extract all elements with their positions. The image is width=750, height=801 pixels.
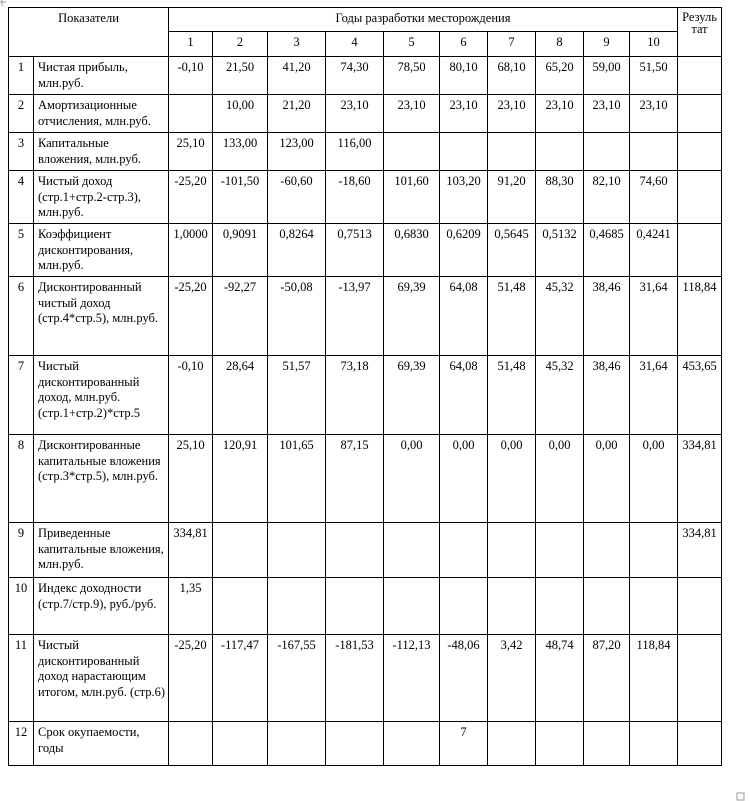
value-cell: 23,10 [536, 95, 584, 133]
header-years: Годы разработки месторождения [169, 8, 678, 32]
value-cell: 23,10 [326, 95, 384, 133]
value-cell [536, 578, 584, 635]
result-cell: 118,84 [678, 277, 722, 356]
value-cell [326, 523, 384, 578]
year-number-cell: 4 [326, 32, 384, 57]
value-cell: 69,39 [384, 356, 440, 435]
value-cell: 0,00 [630, 435, 678, 523]
result-cell [678, 57, 722, 95]
value-cell: 123,00 [268, 133, 326, 171]
year-number-cell: 9 [584, 32, 630, 57]
row-number: 1 [9, 57, 34, 95]
row-number: 6 [9, 277, 34, 356]
row-number: 5 [9, 224, 34, 277]
value-cell [630, 523, 678, 578]
value-cell [488, 523, 536, 578]
value-cell [630, 722, 678, 766]
value-cell: -25,20 [169, 635, 213, 722]
value-cell: 10,00 [213, 95, 268, 133]
value-cell [384, 578, 440, 635]
value-cell [268, 523, 326, 578]
value-cell [536, 722, 584, 766]
value-cell: -0,10 [169, 356, 213, 435]
value-cell [488, 722, 536, 766]
table-row [9, 722, 722, 766]
row-label: Индекс доходности (стр.7/стр.9), руб./руб. [34, 578, 169, 635]
value-cell: 69,39 [384, 277, 440, 356]
year-number-cell: 1 [169, 32, 213, 57]
value-cell: 101,60 [384, 171, 440, 224]
year-number-cell: 7 [488, 32, 536, 57]
value-cell: 51,48 [488, 277, 536, 356]
row-label: Приведенные капитальные вложения, млн.руб. [34, 523, 169, 578]
value-cell: 0,6830 [384, 224, 440, 277]
value-cell: 45,32 [536, 277, 584, 356]
result-cell [678, 95, 722, 133]
value-cell: 0,00 [384, 435, 440, 523]
value-cell: 0,5645 [488, 224, 536, 277]
value-cell: 25,10 [169, 133, 213, 171]
value-cell [440, 133, 488, 171]
value-cell: 65,20 [536, 57, 584, 95]
header-result [678, 8, 722, 57]
value-cell: 1,0000 [169, 224, 213, 277]
value-cell [584, 722, 630, 766]
value-cell: 31,64 [630, 277, 678, 356]
value-cell [268, 722, 326, 766]
value-cell: 80,10 [440, 57, 488, 95]
value-cell: 78,50 [384, 57, 440, 95]
year-number-cell: 5 [384, 32, 440, 57]
value-cell: 0,4241 [630, 224, 678, 277]
result-cell [678, 722, 722, 766]
row-number: 8 [9, 435, 34, 523]
value-cell: 101,65 [268, 435, 326, 523]
value-cell: 31,64 [630, 356, 678, 435]
value-cell: 116,00 [326, 133, 384, 171]
value-cell: 0,00 [488, 435, 536, 523]
table-row [9, 224, 722, 277]
value-cell: 3,42 [488, 635, 536, 722]
row-label: Чистый доход (стр.1+стр.2-стр.3), млн.руб. [34, 171, 169, 224]
table-row [9, 277, 722, 356]
value-cell [536, 133, 584, 171]
result-cell: 334,81 [678, 523, 722, 578]
result-cell [678, 578, 722, 635]
value-cell [384, 133, 440, 171]
value-cell: -101,50 [213, 171, 268, 224]
result-cell [678, 171, 722, 224]
value-cell: 51,57 [268, 356, 326, 435]
value-cell: 88,30 [536, 171, 584, 224]
value-cell [584, 133, 630, 171]
value-cell: -18,60 [326, 171, 384, 224]
value-cell: 133,00 [213, 133, 268, 171]
value-cell: 38,46 [584, 356, 630, 435]
row-label: Амортизационные отчисления, млн.руб. [34, 95, 169, 133]
value-cell: 73,18 [326, 356, 384, 435]
header-indicators: Показатели [9, 8, 169, 57]
row-label: Чистый дисконтированный доход, млн.руб. (стр.1+стр.2)*стр.5 [34, 356, 169, 435]
value-cell: 64,08 [440, 356, 488, 435]
result-cell [678, 635, 722, 722]
value-cell [213, 523, 268, 578]
value-cell: -117,47 [213, 635, 268, 722]
value-cell [584, 523, 630, 578]
value-cell [488, 133, 536, 171]
value-cell: 74,60 [630, 171, 678, 224]
value-cell: 23,10 [384, 95, 440, 133]
row-label: Чистый дисконтированный доход нарастающим итогом, млн.руб. (стр.6) [34, 635, 169, 722]
table-row [9, 95, 722, 133]
value-cell: 87,20 [584, 635, 630, 722]
value-cell [326, 578, 384, 635]
value-cell: 28,64 [213, 356, 268, 435]
year-number-cell: 10 [630, 32, 678, 57]
value-cell: 23,10 [630, 95, 678, 133]
row-number: 3 [9, 133, 34, 171]
value-cell: -60,60 [268, 171, 326, 224]
value-cell: 59,00 [584, 57, 630, 95]
value-cell [384, 722, 440, 766]
row-number: 11 [9, 635, 34, 722]
value-cell: -0,10 [169, 57, 213, 95]
value-cell: -92,27 [213, 277, 268, 356]
table-row [9, 435, 722, 523]
row-label: Дисконтированные капитальные вложения (стр.3*стр.5), млн.руб. [34, 435, 169, 523]
year-number-cell: 3 [268, 32, 326, 57]
value-cell: 45,32 [536, 356, 584, 435]
row-number: 12 [9, 722, 34, 766]
table-row [9, 171, 722, 224]
value-cell: 0,00 [440, 435, 488, 523]
value-cell: -25,20 [169, 171, 213, 224]
value-cell: 68,10 [488, 57, 536, 95]
value-cell: 41,20 [268, 57, 326, 95]
table-row [9, 57, 722, 95]
value-cell [488, 578, 536, 635]
result-cell: 453,65 [678, 356, 722, 435]
row-number: 2 [9, 95, 34, 133]
row-label: Срок окупаемости, годы [34, 722, 169, 766]
year-number-cell: 8 [536, 32, 584, 57]
value-cell [169, 95, 213, 133]
value-cell: 38,46 [584, 277, 630, 356]
value-cell: 103,20 [440, 171, 488, 224]
value-cell [630, 578, 678, 635]
result-cell [678, 224, 722, 277]
value-cell: -167,55 [268, 635, 326, 722]
value-cell: -181,53 [326, 635, 384, 722]
header-result-line1: Резуль [682, 10, 717, 24]
row-number: 10 [9, 578, 34, 635]
value-cell: 23,10 [584, 95, 630, 133]
value-cell: 23,10 [440, 95, 488, 133]
table-row [9, 523, 722, 578]
value-cell: -50,08 [268, 277, 326, 356]
value-cell [213, 722, 268, 766]
row-label: Коэффициент дисконтирования, млн.руб. [34, 224, 169, 277]
year-number-cell: 6 [440, 32, 488, 57]
value-cell: 48,74 [536, 635, 584, 722]
table-row [9, 356, 722, 435]
value-cell: 0,4685 [584, 224, 630, 277]
value-cell [384, 523, 440, 578]
value-cell: 0,5132 [536, 224, 584, 277]
value-cell [213, 578, 268, 635]
value-cell [536, 523, 584, 578]
value-cell: 25,10 [169, 435, 213, 523]
value-cell: 23,10 [488, 95, 536, 133]
value-cell: -112,13 [384, 635, 440, 722]
value-cell: 1,35 [169, 578, 213, 635]
value-cell [584, 578, 630, 635]
value-cell: 87,15 [326, 435, 384, 523]
value-cell: -48,06 [440, 635, 488, 722]
row-number: 7 [9, 356, 34, 435]
row-label: Чистая прибыль, млн.руб. [34, 57, 169, 95]
value-cell: 74,30 [326, 57, 384, 95]
row-number: 9 [9, 523, 34, 578]
value-cell [326, 722, 384, 766]
value-cell: 51,50 [630, 57, 678, 95]
value-cell: 334,81 [169, 523, 213, 578]
value-cell [630, 133, 678, 171]
value-cell: 64,08 [440, 277, 488, 356]
value-cell: 51,48 [488, 356, 536, 435]
row-number: 4 [9, 171, 34, 224]
result-cell: 334,81 [678, 435, 722, 523]
row-label: Капитальные вложения, млн.руб. [34, 133, 169, 171]
value-cell: 0,00 [536, 435, 584, 523]
result-cell [678, 133, 722, 171]
value-cell: 0,00 [584, 435, 630, 523]
value-cell: -13,97 [326, 277, 384, 356]
value-cell [169, 722, 213, 766]
value-cell: 91,20 [488, 171, 536, 224]
table-row [9, 578, 722, 635]
value-cell: 0,8264 [268, 224, 326, 277]
header-result-line2: тат [691, 22, 708, 36]
value-cell: 0,9091 [213, 224, 268, 277]
value-cell: 0,7513 [326, 224, 384, 277]
value-cell: 7 [440, 722, 488, 766]
value-cell: 120,91 [213, 435, 268, 523]
table-row [9, 635, 722, 722]
value-cell [440, 523, 488, 578]
value-cell: 21,50 [213, 57, 268, 95]
value-cell: -25,20 [169, 277, 213, 356]
row-label: Дисконтированный чистый доход (стр.4*стр.5), млн.руб. [34, 277, 169, 356]
year-number-cell: 2 [213, 32, 268, 57]
value-cell: 82,10 [584, 171, 630, 224]
economics-table [8, 7, 722, 766]
value-cell [268, 578, 326, 635]
value-cell: 21,20 [268, 95, 326, 133]
value-cell: 0,6209 [440, 224, 488, 277]
value-cell: 118,84 [630, 635, 678, 722]
value-cell [440, 578, 488, 635]
table-row [9, 133, 722, 171]
